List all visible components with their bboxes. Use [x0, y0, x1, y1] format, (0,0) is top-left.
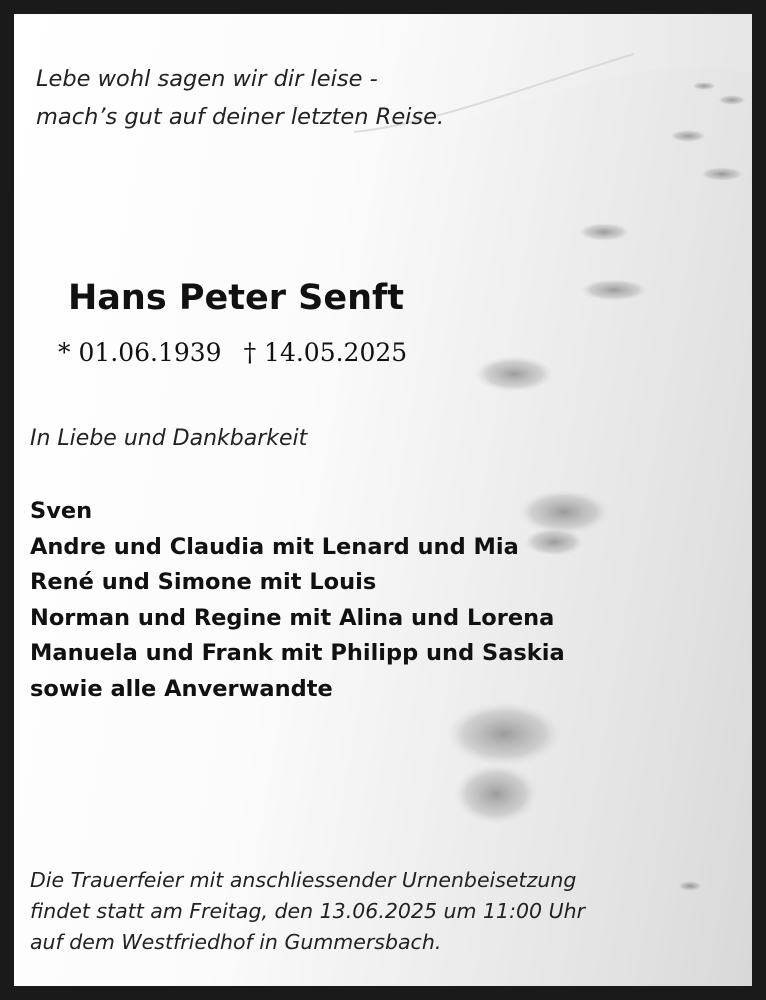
- mourners-list: [30, 494, 565, 707]
- mourner-line: sowie alle Anverwandte: [30, 675, 333, 702]
- verse-line: Lebe wohl sagen wir dir leise -: [36, 66, 378, 92]
- memorial-verse: [36, 60, 444, 136]
- thanks-line: In Liebe und Dankbarkeit: [30, 426, 308, 451]
- mourner-line: Norman und Regine mit Alina und Lorena: [30, 604, 555, 631]
- funeral-line: Die Trauerfeier mit anschliessender Urnenbeisetzung: [30, 868, 577, 892]
- life-dates: [58, 338, 407, 367]
- obituary-card: [14, 14, 752, 986]
- deceased-name: Hans Peter Senft: [68, 278, 404, 318]
- mourner-line: Sven: [30, 498, 93, 524]
- funeral-line: findet statt am Freitag, den 13.06.2025 um 11:00 Uhr: [30, 899, 586, 923]
- footprint-marks: [446, 82, 746, 891]
- birth-date: * 01.06.1939: [58, 338, 222, 367]
- mourner-line: Andre und Claudia mit Lenard und Mia: [30, 533, 519, 560]
- funeral-info: [30, 865, 585, 958]
- death-date: † 14.05.2025: [243, 338, 408, 367]
- mourner-line: Manuela und Frank mit Philipp und Saskia: [30, 640, 565, 666]
- funeral-line: auf dem Westfriedhof in Gummersbach.: [30, 930, 442, 954]
- verse-line: mach’s gut auf deiner letzten Reise.: [36, 104, 445, 130]
- mourner-line: René und Simone mit Louis: [30, 569, 377, 595]
